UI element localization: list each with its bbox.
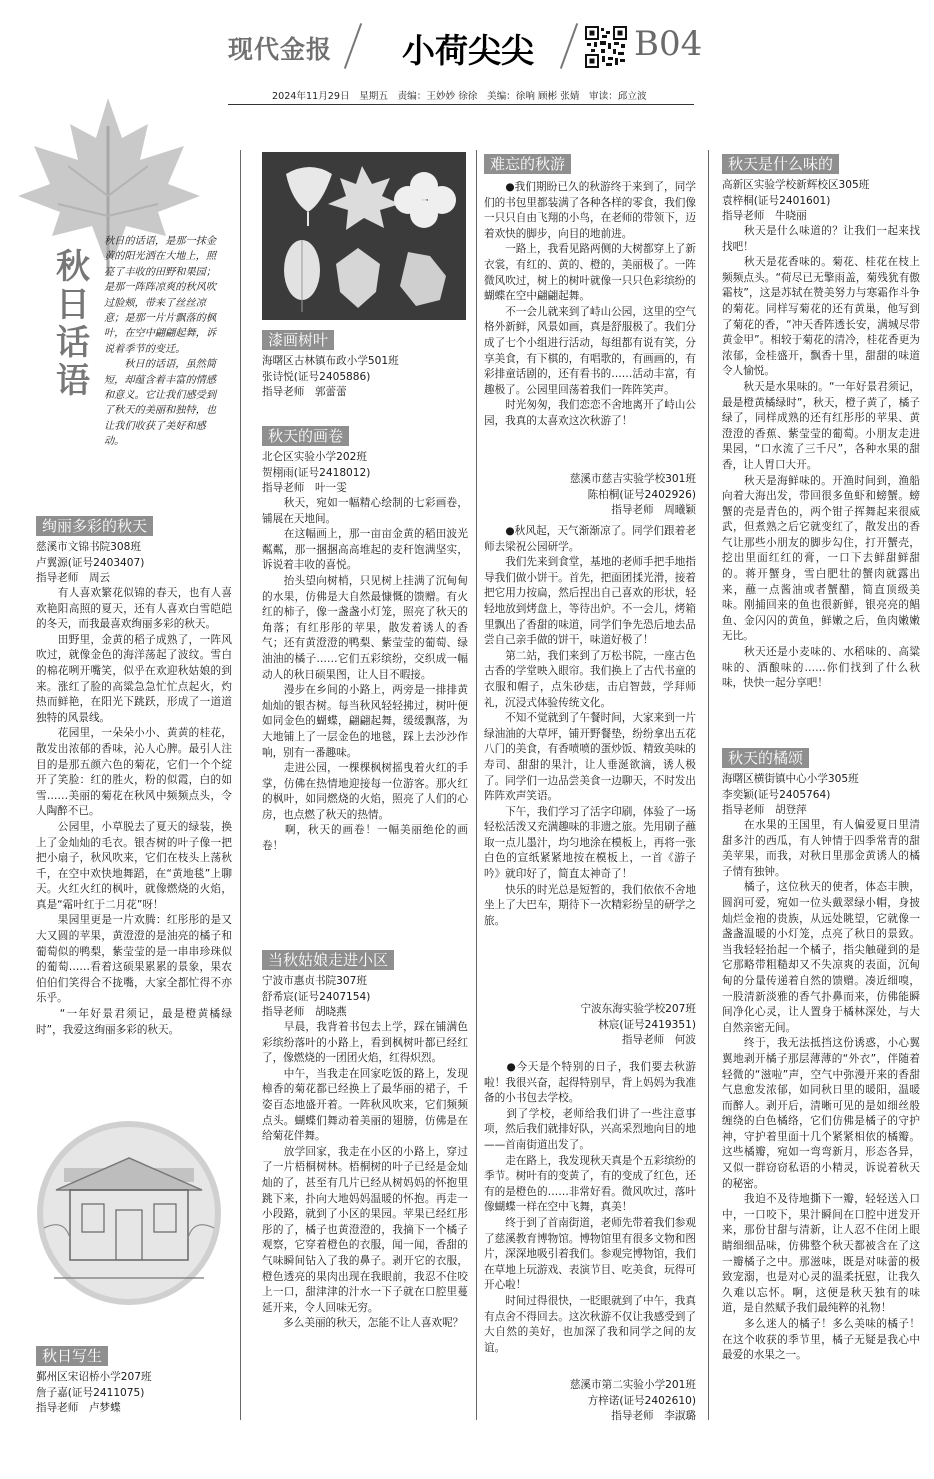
article-body: ●我们期盼已久的秋游终于来到了，同学们的书包里都装满了各种各样的零食，我们像一只只自由飞翔的小鸟，在老师的带领下，迈着欢快的脚步，向目的地前进。 一路上，我看见路两侧的大树都穿上了新衣裳，有红的、黄的、橙的，美丽极了。一阵微风吹过，树上的树叶就像一只只色彩缤纷的蝴蝶在空中翩翩起舞。 不一会儿就来到了峙山公园，这里的空气格外新鲜，风景如画，真是舒服极了。我们分成了七个小组进行活动，每组都有说有笑，分享美食，有下棋的，有唱歌的，有画画的，有彩排童话剧的，还有看书的……活动丰富，有趣极了。公园里回荡着我们一阵阵笑声。 时光匆匆，我们恋恋不舍地离开了峙山公园，我真的太喜欢这次秋游了！ — [484, 181, 696, 427]
sketch-drawing — [34, 1118, 224, 1308]
article-title: 难忘的秋游 — [484, 154, 571, 174]
feature-intro: 秋日的话语，是那一抹金黄的阳光洒在大地上，照亮了丰收的田野和果园；是那一阵阵凉爽的秋风吹过脸颊，带来了丝丝凉意；是那一片片飘落的枫叶，在空中翩翩起舞，诉说着季节的变迁。 秋日的话语，虽然简短，却蕴含着丰富的情感和意义。它让我们感受到了秋天的美丽和独特，也让我们收获了美好和感动。 — [104, 236, 217, 448]
qr-code-icon — [585, 26, 627, 68]
photo-byline: 鄞州区宋诏桥小学207班 詹子嘉(证号2411075) 指导老师 卢梦蝶 — [36, 1371, 152, 1415]
article-body: ●秋风起，天气渐渐凉了。同学们跟着老师去梁祝公园研学。 我们先来到食堂，基地的老师手把手地指导我们做小饼干。首先，把面团揉光滑，接着把它用力按扁，然后捏出自己喜欢的形状，轻轻地放到烤盘上，等待出炉。不一会儿，烤箱里飘出了香甜的味道，同学们争先恐后地去品尝自己亲手做的饼干，味道好极了！ 第二站，我们来到了万松书院，一座古色古香的学堂映入眼帘。我们换上了古代书童的衣服和帽子，点朱砂痣，击启智鼓，学拜师礼，沉浸式体验传统文化。 不知不觉就到了午餐时间，大家来到一片绿油油的大草坪，铺开野餐垫，纷纷拿出五花八门的美食，有香喷喷的蛋炒饭、精致美味的寿司、甜甜的果汁，让人垂涎欲滴，诱人极了。同学们一边品尝美食一边聊天，不时发出阵阵欢声笑语。 下午，我们学习了活字印刷，体验了一场轻松活泼又充满趣味的非遗之旅。先用刷子蘸取一点儿墨汁，均匀地涂在模板上，再将一张白色的宣纸紧紧地按在模板上，一首《游子吟》就印好了，简直太神奇了！ 快乐的时光总是短暂的，我们依依不舍地坐上了大巴车，期待下一次精彩纷呈的研学之旅。 — [484, 525, 696, 927]
article-byline: 海曙区古林镇布政小学501班 张诗悦(证号2405886) 指导老师 郭蕾蕾 — [262, 355, 399, 399]
article-title: 漆画树叶 — [262, 330, 334, 350]
masthead-slash — [344, 23, 362, 69]
article-byline: 高新区实验学校新辉校区305班 袁梓桐(证号2401601) 指导老师 牛晓丽 — [722, 179, 870, 223]
photo-label: 秋日写生 — [36, 1346, 108, 1366]
masthead-slash — [560, 23, 578, 69]
article-title: 绚丽多彩的秋天 — [36, 516, 153, 536]
info-line: 2024年11月29日 星期五 责编：王妙妙 徐徐 美编：徐响 顾彬 张婧 审读：邱立波 — [272, 91, 647, 102]
article-byline: 宁波东海实验学校207班 林宸(证号2419351) 指导老师 何波 — [580, 1003, 696, 1047]
article-byline: 慈溪市慈吉实验学校301班 陈柏桐(证号2402926) 指导老师 周曦颖 — [569, 473, 696, 517]
article-body: 早晨，我背着书包去上学，踩在铺满色彩缤纷落叶的小路上，看到枫树叶都已经红了，像燃烧的一团团火焰，红得炽烈。 中午，当我走在回家吃饭的路上，发现樟香的菊花都已经换上了最华丽的裙子，千姿百态地盛开着。一阵秋风吹来，它们频频点头。蝴蝶们舞动着美丽的翅膀，仿佛是在给菊花伴舞。 放学回家，我走在小区的小路上，穿过了一片梧桐树林。梧桐树的叶子已经是金灿灿的了，甚至有几片已经从树妈妈的怀抱里跳下来，扑向大地妈妈温暖的怀抱。再走一小段路，就到了小区的果园。苹果已经红彤彤的了，橘子也黄澄澄的，我摘下一个橘子观察，它穿着橙色的衣服，闻一闻，香甜的气味瞬间钻入了我的鼻子。剥开它的衣服，橙色透亮的果肉出现在我眼前，我忍不住咬上一口，甜津津的汁水一下子就在口腔里蔓延开来，令人回味无穷。 多么美丽的秋天，怎能不让人喜欢呢？ — [262, 1021, 468, 1330]
leaf-painting-photo — [262, 152, 466, 320]
article-title: 秋天的画卷 — [262, 426, 349, 446]
article-body: ●今天是个特别的日子，我们要去秋游啦！我很兴奋，起得特别早，背上妈妈为我准备的小书包去学校。 到了学校，老师给我们讲了一些注意事项，然后我们就排好队，兴高采烈地向目的地——首南街道出发了。 走在路上，我发现秋天真是个五彩缤纷的季节。树叶有的变黄了，有的变成了红色，还有的是橙色的……非常好看。微风吹过，落叶像蝴蝶一样在空中飞舞，真美！ 终于到了首南街道，老师先带着我们参观了慈溪教育博物馆。博物馆里有很多文物和图片，深深地吸引着我们。参观完博物馆，我们在草地上玩游戏、表演节目、吃美食，玩得可开心啦！ 时间过得很快，一眨眼就到了中午，我真有点舍不得回去。这次秋游不仅让我感受到了大自然的美好，也加深了我和同学之间的友谊。 — [484, 1061, 696, 1354]
feature-title: 秋日话语 — [56, 247, 90, 401]
section-name: 小荷尖尖 — [402, 31, 534, 70]
article-byline: 宁波市惠贞书院307班 舒希宸(证号2407154) 指导老师 胡晓燕 — [262, 975, 371, 1019]
article-body: 秋天是什么味道的？让我们一起来找找吧！ 秋天是花香味的。菊花、桂花在枝上频频点头。“荷尽已无擎雨盖，菊残犹有傲霜枝”，这是苏轼在赞美努力与寒霜作斗争的菊花。同样写菊花的还有黄巢，他写到了菊花的香，“冲天香阵透长安，满城尽带黄金甲”。相较于菊花的清冷，桂花香更为浓郁，金桂盛开，飘香十里，甜甜的味道令人愉悦。 秋天是水果味的。“一年好景君须记，最是橙黄橘绿时”，秋天，橙子黄了，橘子绿了，同样成熟的还有红彤彤的苹果、黄澄澄的香蕉、紫莹莹的葡萄。小朋友走进果园，“口水流了三千尺”，各种水果的甜香，让人胃口大开。 秋天是海鲜味的。开渔时间到，渔船向着大海出发，带回很多鱼虾和螃蟹。螃蟹的壳是青色的，两个钳子挥舞起来很威武，但煮熟之后它就变红了，散发出的香气让那些小朋友的脚步勾住，打开蟹壳，挖出里面红红的膏，一口下去鲜甜鲜甜的。蒋开蟹身，雪白肥壮的蟹肉就露出来，蘸一点酱油或者蟹醋，简直顶级美味。刚捕回来的鱼也很新鲜，银亮亮的鲳鱼、金闪闪的黄鱼，鲜嫩之后，鱼肉嫩嫩无比。 秋天还是小麦味的、水稻味的、高粱味的、酒酿味的……你们找到了什么秋味，快快一起分享吧！ — [722, 225, 920, 690]
page-number: B04 — [634, 24, 703, 64]
article-title: 秋天是什么味的 — [722, 154, 839, 174]
paper-name: 现代金报 — [228, 35, 333, 64]
article-title: 秋天的橘颂 — [722, 748, 809, 768]
article-byline: 北仑区实验小学202班 贺栩雨(证号2418012) 指导老师 叶一雯 — [262, 451, 371, 495]
article-byline: 慈溪市第二实验小学201班 方梓诺(证号2402610) 指导老师 李淑璐 — [569, 1379, 696, 1423]
article-body: 在水果的王国里，有人偏爱夏日里清甜多汁的西瓜，有人钟情于四季常青的甜美苹果，而我，对秋日里那金黄诱人的橘子情有独钟。 橘子，这位秋天的使者，体态丰腴，圆润可爱，宛如一位头戴翠绿小帽，身披灿烂金袍的贵族，从远处眺望，它就像一盏盏温暖的小灯笼，点亮了秋日的景致。当我轻轻抬起一个橘子，指尖触碰到的是它那略带粗糙却又不失凉爽的表面，沉甸甸的分量传递着自然的馈赠。凑近细嗅，一股清新淡雅的香气扑鼻而来，仿佛能瞬间净化心灵，让人置身于橘林深处，与大自然亲密无间。 终于，我无法抵挡这份诱惑，小心翼翼地剥开橘子那层薄薄的“外衣”，伴随着轻微的“滋啦”声，空气中弥漫开来的香甜气息愈发浓郁，如同秋日里的暖阳，温暖而醉人。剥开后，清晰可见的是如细丝般缠绕的白色橘络，它们仿佛是橘子的守护神，守护着里面十几个紧紧相依的橘瓣。这些橘瓣，宛如一弯弯新月，形态各异，又似一群窃窃私语的小精灵，诉说着秋天的秘密。 我迫不及待地撕下一瓣，轻轻送入口中，一口咬下，果汁瞬间在口腔中迸发开来，那份甘甜与清新，让人忍不住闭上眼睛细细品味，仿佛整个秋天都被含在了这一瓣橘子之中。那滋味，既是对味蕾的极致宠溺，也是对心灵的温柔抚慰，让我久久难以忘怀。啊，这便是秋天独有的味道，是自然赋予我们最纯粹的礼物！ 多么迷人的橘子！多么美味的橘子！在这个收获的季节里，橘子无疑是我心中最爱的水果之一。 — [722, 819, 920, 1362]
article-body: 有人喜欢繁花似锦的春天，也有人喜欢艳阳高照的夏天，还有人喜欢白雪皑皑的冬天，而我最喜欢绚丽多彩的秋天。 田野里，金黄的稻子成熟了，一阵风吹过，就像金色的海洋荡起了波纹。雪白的棉花咧开嘴笑，似乎在欢迎秋姑娘的到来。涨红了脸的高粱急急忙忙点起火，灼热而鲜艳，在阳光下跳跃，形成了一道道独特的风景线。 花园里，一朵朵小小、黄黄的桂花，散发出浓郁的香味，沁人心脾。最引人注目的是那五颜六色的菊花，它们一个个绽开了笑脸：红的胜火，粉的似霞，白的如雪……美丽的菊花在秋风中频频点头，令人陶醉不已。 公园里，小草脱去了夏天的绿装，换上了金灿灿的毛衣。银杏树的叶子像一把把小扇子，秋风吹来，它们在枝头上荡秋千，在空中欢快地舞蹈，在“黄地毯”上聊天。火红火红的枫叶，就像燃烧的火焰，真是“霜叶红于二月花”呀！ 果园里更是一片欢腾：红彤彤的是又大又圆的苹果，黄澄澄的是油亮的橘子和葡萄似的鸭梨，紫莹莹的是一串串珍珠似的葡萄……看着这硕果累累的景象，果农伯伯们笑得合不拢嘴，大家全都忙得不亦乐乎。 “一年好景君须记，最是橙黄橘绿时”，我爱这绚丽多彩的秋天。 — [36, 587, 232, 1036]
article-byline: 慈溪市文锦书院308班 卢翼源(证号2403407) 指导老师 周云 — [36, 541, 145, 585]
article-title: 当秋姑娘走进小区 — [262, 950, 394, 970]
article-body: 秋天，宛如一幅精心绘制的七彩画卷，铺展在天地间。 在这幅画上，那一亩亩金黄的稻田波光粼粼，那一捆捆高高堆起的麦秆饱满坚实，诉说着丰收的喜悦。 抬头望向树梢，只见树上挂满了沉甸甸的水果，仿佛是大自然最慷慨的馈赠。有火红的柿子，像一盏盏小灯笼，照亮了秋天的角落；有红彤彤的苹果，散发着诱人的香气；还有黄澄澄的鸭梨、紫莹莹的葡萄、绿油油的橘子……它们五彩缤纷，交织成一幅动人的秋日硕果图，让人目不暇接。 漫步在乡间的小路上，两旁是一排排黄灿灿的银杏树。每当秋风轻轻拂过，树叶便如同金色的蝴蝶，翩翩起舞，缓缓飘落，为大地铺上了一层金色的地毯，踩上去沙沙作响，别有一番趣味。 走进公园，一棵棵枫树摇曳着火红的手掌，仿佛在热情地迎接每一位游客。那火红的枫叶，如同燃烧的火焰，照亮了人们的心房，也点燃了秋天的热情。 啊，秋天的画卷！一幅美丽绝伦的画卷！ — [262, 497, 468, 853]
article-byline: 海曙区横街镇中心小学305班 李奕颖(证号2405764) 指导老师 胡登萍 — [722, 773, 859, 817]
